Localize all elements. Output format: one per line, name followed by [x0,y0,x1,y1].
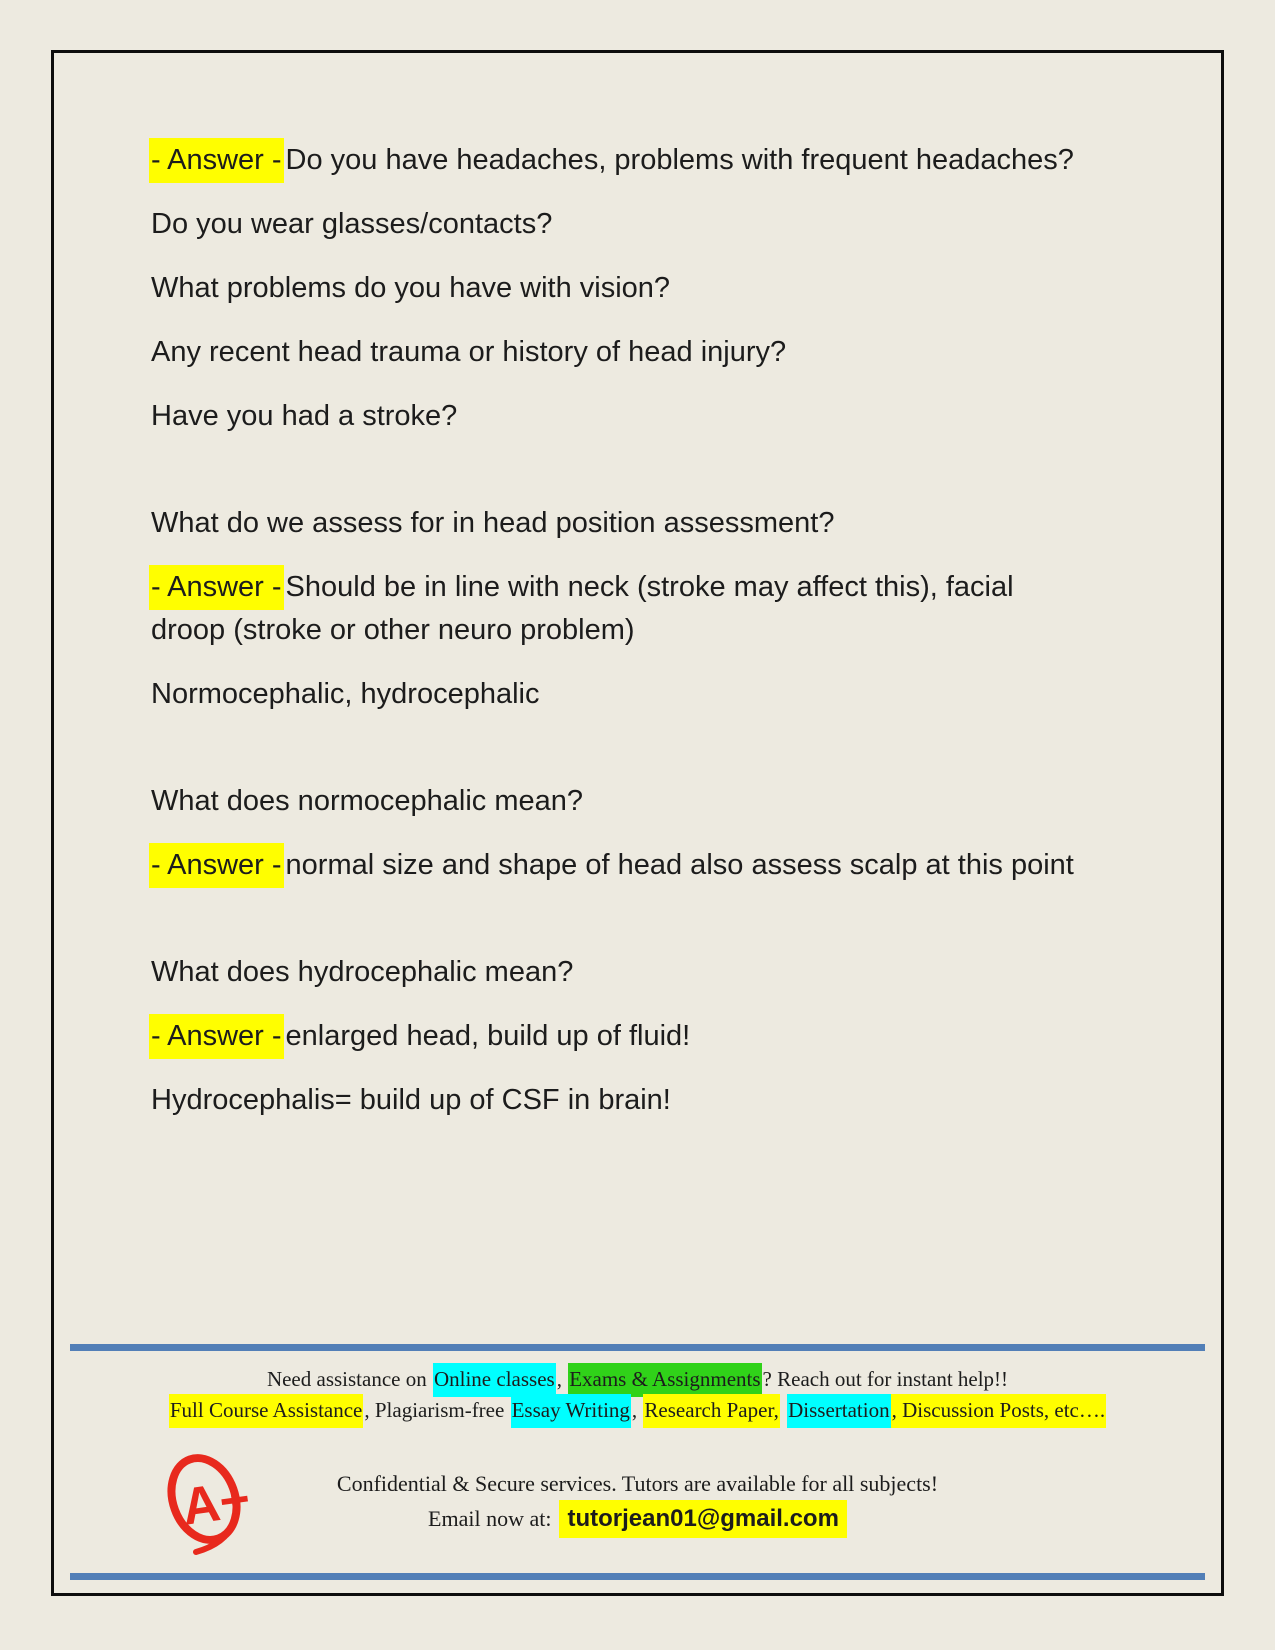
qa-paragraph [149,331,1169,374]
text-segment: , Plagiarism-free [364,1398,510,1422]
highlighted-text: - Answer - [149,565,284,610]
qa-paragraph [149,566,1169,652]
qa-paragraph [149,1079,1169,1122]
qa-content [149,139,1169,1143]
text-segment: What do we assess for in head position assessment? [151,507,835,539]
highlighted-text: - Answer - [149,843,284,888]
text-segment: normal size and shape of head also assess scalp at this point [285,849,1074,881]
highlighted-text: Online classes [433,1363,556,1397]
ad-line-help [54,1364,1221,1395]
text-segment: What does hydrocephalic mean? [151,956,574,988]
qa-paragraph [149,267,1169,310]
highlighted-text: Research Paper, [643,1394,779,1428]
text-segment: droop (stroke or other neuro problem) [151,614,635,646]
divider-line-top [70,1344,1205,1351]
highlighted-text: Dissertation [787,1394,890,1428]
text-segment: Hydrocephalis= build up of CSF in brain! [151,1084,671,1116]
text-segment: Need assistance on [266,1367,432,1391]
email-line [54,1502,1221,1536]
text-segment: What problems do you have with vision? [151,272,671,304]
qa-paragraph [149,1015,1169,1058]
highlighted-text: - Answer - [149,138,284,183]
text-segment: What does normocephalic mean? [151,785,584,817]
divider-line-bottom [70,1573,1205,1580]
qa-paragraph [149,203,1169,246]
text-segment: Do you wear glasses/contacts? [151,208,553,240]
text-segment: ? Reach out for instant help!! [762,1367,1009,1391]
text-segment: Have you had a stroke? [151,400,458,432]
highlighted-text: Exams & Assignments [568,1363,761,1397]
page-border-frame [51,50,1224,1596]
ad-line-services [54,1395,1221,1426]
text-segment: , [556,1367,568,1391]
logo-text: A+ [178,1469,250,1537]
qa-paragraph [149,780,1169,823]
email-address: tutorjean01@gmail.com [559,1500,846,1538]
email-label: Email now at: [428,1506,552,1531]
text-segment: Normocephalic, hydrocephalic [151,678,540,710]
highlighted-text: Full Course Assistance [169,1394,364,1428]
qa-paragraph [149,951,1169,994]
qa-paragraph [149,395,1169,438]
qa-paragraph [149,673,1169,716]
qa-paragraph [149,844,1169,887]
highlighted-text: - Answer - [149,1014,284,1059]
highlighted-text: , Discussion Posts, etc…. [891,1394,1107,1428]
text-segment: Should be in line with neck (stroke may affect this), facial [285,571,1014,603]
text-segment: Any recent head trauma or history of head injury? [151,336,787,368]
text-segment: Do you have headaches, problems with frequent headaches? [285,144,1074,176]
text-segment: enlarged head, build up of fluid! [285,1020,691,1052]
text-segment: , [631,1398,643,1422]
qa-paragraph [149,139,1169,182]
confidential-note: Confidential & Secure services. Tutors are available for all subjects! [336,1471,939,1496]
qa-paragraph [149,502,1169,545]
highlighted-text: Essay Writing [511,1394,631,1428]
